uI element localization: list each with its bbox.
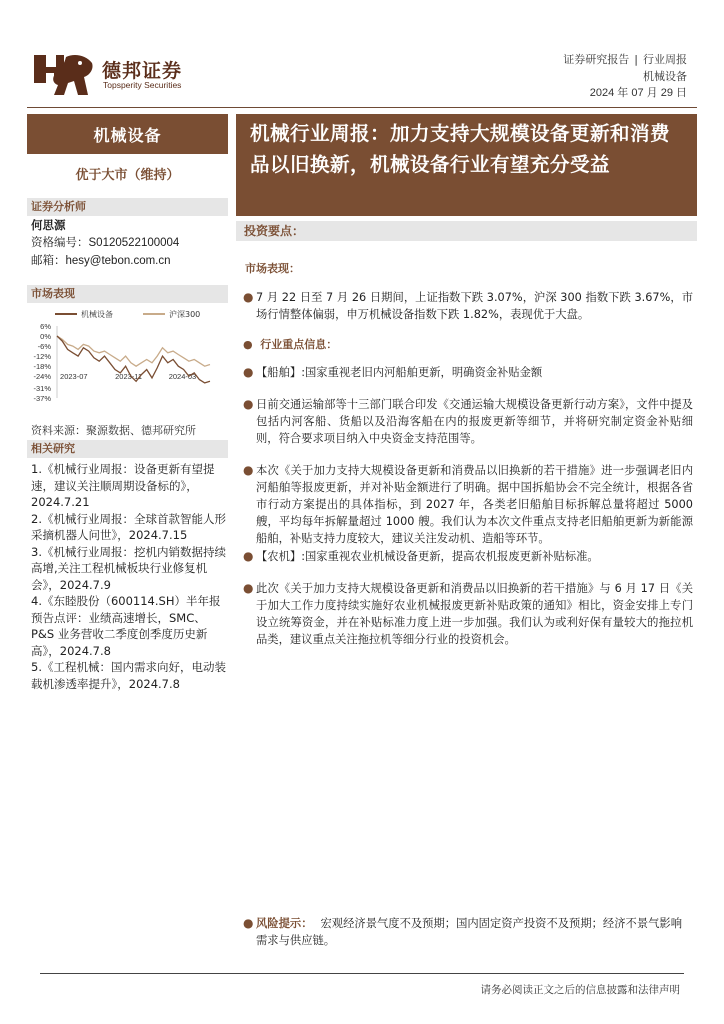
company-name-en: Topsperity Securities bbox=[103, 80, 182, 90]
bullet-icon: ● bbox=[243, 549, 254, 563]
related-item[interactable]: 1.《机械行业周报：设备更新有望提速，建议关注顺周期设备标的》，2024.7.21 bbox=[31, 462, 215, 509]
bullet-icon: ● bbox=[243, 463, 254, 477]
analyst-info bbox=[31, 217, 179, 270]
related-item[interactable]: 2.《机械行业周报：全球首款智能人形采摘机器人问世》，2024.7.15 bbox=[31, 511, 226, 542]
related-item[interactable]: 4.《东睦股份（600114.SH）半年报预告点评：业绩高速增长，SMC、P&S 业务营收二季度创季度历史新高》，2024.7.8 bbox=[31, 594, 221, 658]
y-tick-label: -31% bbox=[33, 383, 51, 393]
y-tick-label: -37% bbox=[33, 394, 51, 403]
y-tick-label: -24% bbox=[33, 372, 51, 382]
email-label: 邮箱： bbox=[31, 253, 66, 267]
footer-divider bbox=[40, 973, 684, 974]
related-heading: 相关研究 bbox=[27, 440, 228, 458]
footer-disclaimer[interactable]: 请务必阅读正文之后的信息披露和法律声明 bbox=[480, 984, 680, 996]
rating-label: 优于大市（维持） bbox=[75, 168, 180, 183]
analyst-email[interactable]: hesy@tebon.com.cn bbox=[65, 255, 171, 267]
cert-label: 资格编号： bbox=[31, 235, 89, 249]
chart-source: 资料来源：聚源数据、德邦研究所 bbox=[31, 424, 196, 437]
risk-label: 风险提示： bbox=[256, 917, 313, 930]
cert-number: S0120522100004 bbox=[88, 237, 180, 249]
y-tick-label: 6% bbox=[40, 322, 51, 331]
y-tick-label: -12% bbox=[33, 352, 51, 362]
market-subheading: 市场表现： bbox=[245, 262, 300, 275]
ship-policy-paragraph: ● 本次《关于加力支持大规模设备更新和消费品以旧换新的若干措施》进一步强调老旧内河船舶等报废更新，并对补贴金额进行了明确。据中国拆船协会不完全统计，根据各省市行动方案提出的具体指标，到 2027 年，各类老旧船舶目标拆解总量将超过 5000 艘，平均每年拆解量超过 1000 艘。我们认为本次文件重点支持老旧船舶更新为新能源船舶，补贴支持力度较大，建议关注发动机、造船等环节。 bbox=[243, 463, 693, 545]
report-subtype: 行业周报 bbox=[643, 53, 687, 66]
agri-heading-paragraph: ● 【农机】:国家重视农业机械设备更新，提高农机报废更新补贴标准。 bbox=[243, 549, 599, 563]
legend-label: 机械设备 bbox=[81, 310, 113, 319]
company-logo-icon bbox=[34, 53, 94, 97]
analyst-name: 何思源 bbox=[31, 218, 66, 232]
related-research-list bbox=[31, 461, 226, 692]
ship-heading-paragraph: ● 【船舶】:国家重视老旧内河船舶更新，明确资金补贴金额 bbox=[243, 365, 543, 379]
x-tick-label: 2023-11 bbox=[115, 372, 143, 382]
risk-warning bbox=[243, 915, 693, 949]
risk-text: 宏观经济景气度不及预期；国内固定资产投资不及预期；经济不景气影响需求与供应链。 bbox=[256, 917, 683, 947]
sector-title: 机械设备 bbox=[27, 114, 228, 154]
report-industry: 机械设备 bbox=[643, 70, 687, 83]
legend-label: 沪深300 bbox=[169, 310, 201, 319]
y-tick-label: -18% bbox=[33, 362, 51, 372]
bullet-icon: ● bbox=[243, 365, 254, 379]
company-name: 德邦证券 bbox=[102, 60, 183, 82]
report-meta: 证券研究报告 | 行业周报 机械设备 2024 年 07 月 29 日 bbox=[563, 51, 687, 102]
bullet-icon: ● bbox=[243, 397, 254, 411]
x-tick-label: 2023-07 bbox=[60, 372, 88, 382]
header-divider bbox=[27, 107, 697, 108]
y-tick-label: 0% bbox=[40, 332, 51, 342]
market-heading: 市场表现 bbox=[27, 285, 228, 303]
series-line bbox=[57, 336, 210, 366]
market-paragraph: ● 7 月 22 日至 7 月 26 日期间，上证指数下跌 3.07%，沪深 300 指数下跌 3.67%，市场行情整体偏弱，申万机械设备指数下跌 1.82%，表现优于大盘。 bbox=[243, 290, 693, 321]
bullet-icon: ● bbox=[243, 290, 254, 304]
ship-detail-paragraph: ● 日前交通运输部等十三部门联合印发《交通运输大规模设备更新行动方案》，文件中提及包括内河客船、货船以及沿海客船在内的报废更新等细节，并将研究制定资金补贴细则，符合要求项目纳入中央资金支持范围等。 bbox=[243, 397, 693, 445]
related-item[interactable]: 3.《机械行业周报：挖机内销数据持续高增,关注工程机械板块行业修复机会》，2024.7.9 bbox=[31, 544, 226, 592]
focus-subheading: ● 行业重点信息： bbox=[243, 338, 338, 351]
bullet-icon: ● bbox=[243, 338, 261, 351]
y-tick-label: -6% bbox=[37, 342, 51, 352]
bullet-icon: ● bbox=[243, 916, 254, 930]
report-date: 2024 年 07 月 29 日 bbox=[589, 87, 687, 99]
related-item[interactable]: 5.《工程机械：国内需求向好，电动装载机渗透率提升》，2024.7.8 bbox=[31, 660, 226, 691]
report-title: 机械行业周报：加力支持大规模设备更新和消费品以旧换新，机械设备行业有望充分受益 bbox=[236, 114, 697, 216]
report-type: 证券研究报告 bbox=[563, 53, 630, 66]
analyst-heading: 证券分析师 bbox=[27, 198, 228, 216]
market-performance-chart bbox=[27, 304, 228, 414]
key-points-heading: 投资要点： bbox=[236, 221, 697, 241]
bullet-icon: ● bbox=[243, 581, 254, 595]
agri-detail-paragraph: ● 此次《关于加力支持大规模设备更新和消费品以旧换新的若干措施》与 6 月 17 日《关于加大工作力度持续实施好农业机械报废更新补贴政策的通知》相比，资金安排上专门设立统筹资金，并在补贴标准力度上进一步加强。我们认为或利好保有量较大的拖拉机品类，建议重点关注拖拉机等细分行业的投资机会。 bbox=[243, 581, 693, 646]
x-tick-label: 2024-03 bbox=[168, 372, 197, 382]
